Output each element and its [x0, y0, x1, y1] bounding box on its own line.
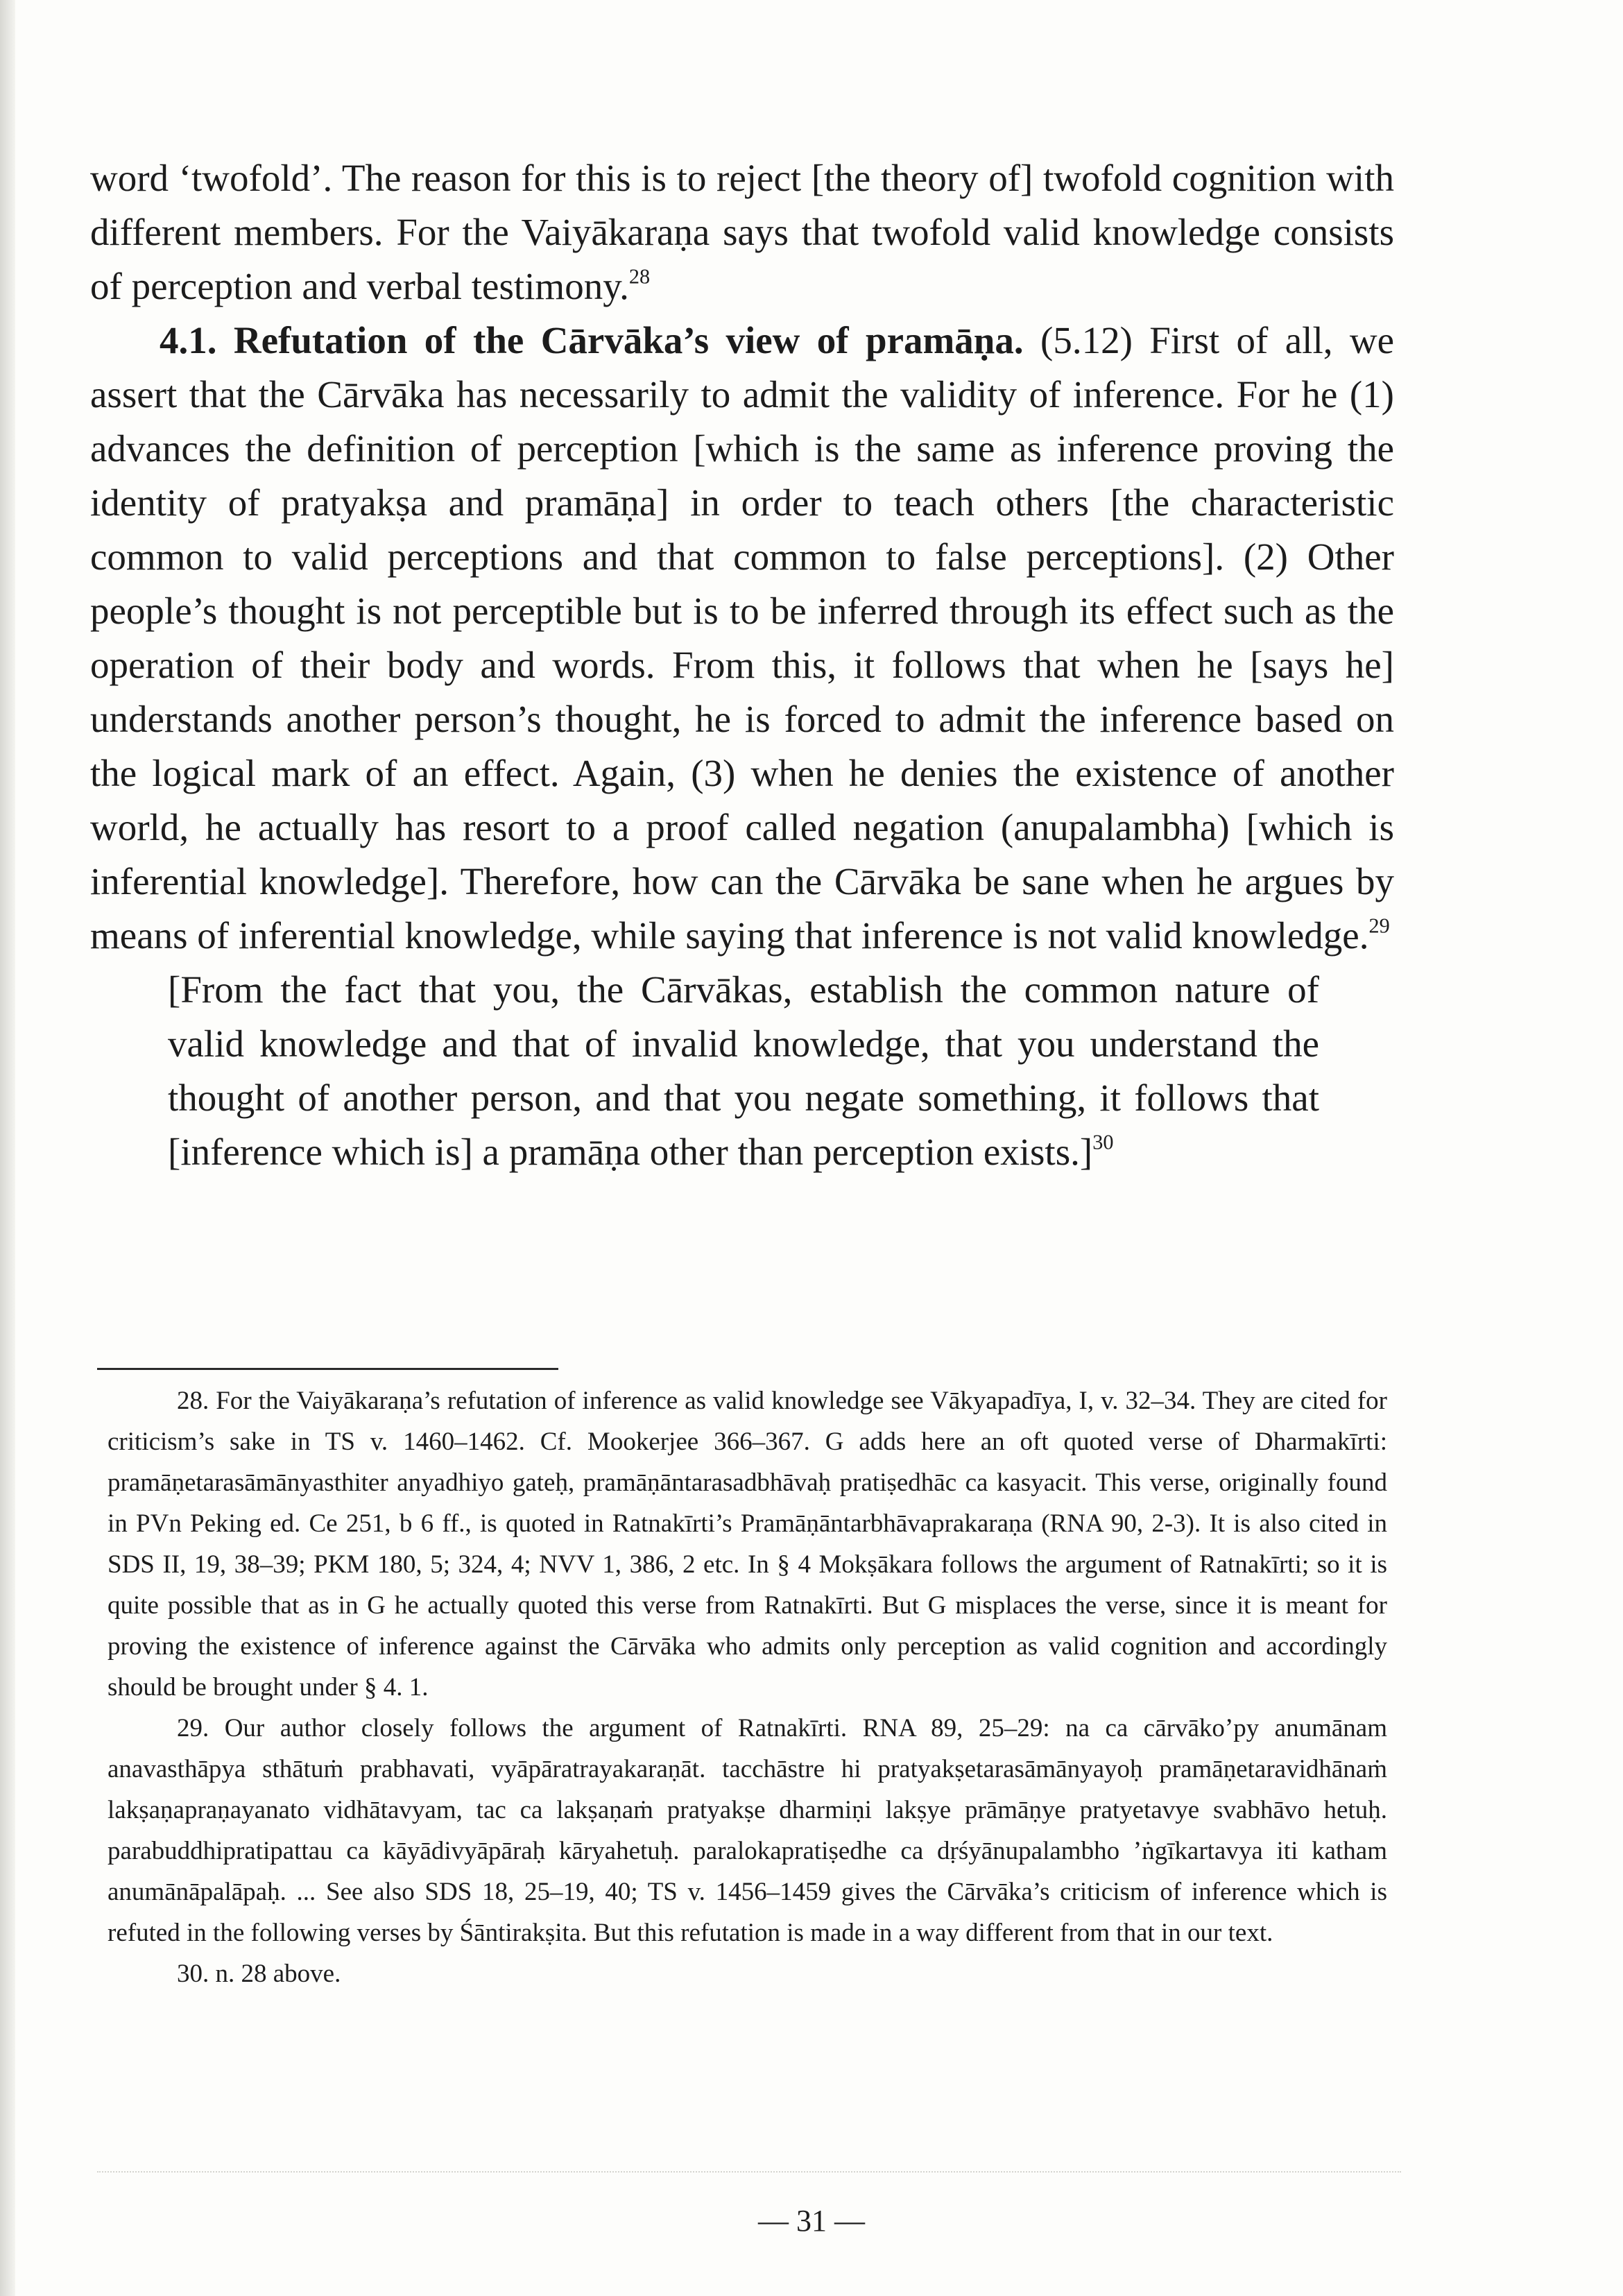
page-number: — 31 —	[758, 2204, 865, 2238]
continued-paragraph	[90, 151, 1394, 314]
block-quote-text: [From the fact that you, the Cārvākas, establish the common nature of valid knowledge and that of invalid knowledge, that you understand the thought of another person, and that you negate something, it follows that [inference which is] a pramāṇa other than perception exists.]	[168, 968, 1319, 1173]
footnote-ref-30: 30	[1092, 1130, 1114, 1154]
footnote-rule	[97, 1368, 558, 1370]
section-paragraph	[90, 314, 1394, 963]
footnote-30: 30. n. 28 above.	[177, 1960, 341, 1988]
footnote-ref-28: 28	[628, 264, 651, 289]
bottom-separator	[97, 2171, 1401, 2173]
footnotes	[108, 1380, 1387, 1994]
block-quote	[168, 963, 1319, 1179]
scan-edge	[0, 0, 15, 2296]
main-text	[90, 151, 1394, 1179]
section-number: 4.1.	[160, 319, 217, 361]
section-title: Refutation of the Cārvāka’s view of pramāṇa.	[233, 319, 1024, 361]
continued-paragraph-text: word ‘twofold’. The reason for this is to reject [the theory of] twofold cognition with different members. For the Vaiyākaraṇa says that twofold valid knowledge consists of perception and verbal testimony.	[90, 157, 1394, 307]
footnote-ref-29: 29	[1368, 914, 1390, 938]
section-ref: (5.12)	[1023, 319, 1150, 361]
section-text: First of all, we assert that the Cārvāka has necessarily to admit the validity of inference. For he (1) advances the definition of perception [which is the same as inference proving the identity of pratyakṣa and pramāṇa] in order to teach others [the characteristic common to valid perceptions and that common to false perceptions]. (2) Other people’s thought is not perceptible but is to be inferred through its effect such as the operation of their body and words. From this, it follows that when he [says he] understands another person’s thought, he is forced to admit the inference based on the logical mark of an effect. Again, (3) when he denies the existence of another world, he actually has resort to a proof called negation (anupalambha) [which is inferential knowledge]. Therefore, how can the Cārvāka be sane when he argues by means of inferential knowledge, while saying that inference is not valid knowledge.	[90, 319, 1394, 957]
footnote-29: 29. Our author closely follows the argument of Ratnakīrti. RNA 89, 25–29: na ca cārvāko’py anumānam anavasthāpya sthātuṁ prabhavati, vyāpāratrayakaraṇāt. tacchāstre hi pratyakṣetarasāmānyayoḥ pramāṇetaravidhānaṁ lakṣaṇapraṇayanato vidhātavyam, tac ca lakṣaṇaṁ pratyakṣe dharmiṇi lakṣye prāmāṇye pratyetavye svabhāvo hetuḥ. parabuddhipratipattau ca kāyādivyāpāraḥ kāryahetuḥ. paralokapratiṣedhe ca dṛśyānupalambho ’ṅgīkartavya iti katham anumānāpalāpaḥ. ... See also SDS 18, 25–19, 40; TS v. 1456–1459 gives the Cārvāka’s criticism of inference which is refuted in the following verses by Śāntirakṣita. But this refutation is made in a way different from that in our text.	[108, 1714, 1387, 1947]
footnote-28: 28. For the Vaiyākaraṇa’s refutation of inference as valid knowledge see Vākyapadīya, I, v. 32–34. They are cited for criticism’s sake in TS v. 1460–1462. Cf. Mookerjee 366–367. G adds here an oft quoted verse of Dharmakīrti: pramāṇetarasāmānyasthiter anyadhiyo gateḥ, pramāṇāntarasadbhāvaḥ pratiṣedhāc ca kasyacit. This verse, originally found in PVn Peking ed. Ce 251, b 6 ff., is quoted in Ratnakīrti’s Pramāṇāntarbhāvaprakaraṇa (RNA 90, 2-3). It is also cited in SDS II, 19, 38–39; PKM 180, 5; 324, 4; NVV 1, 386, 2 etc. In § 4 Mokṣākara follows the argument of Ratnakīrti; so it is quite possible that as in G he actually quoted this verse from Ratnakīrti. But G misplaces the verse, since it is meant for proving the existence of inference against the Cārvāka who admits only perception as valid cognition and accordingly should be brought under § 4. 1.	[108, 1387, 1387, 1702]
